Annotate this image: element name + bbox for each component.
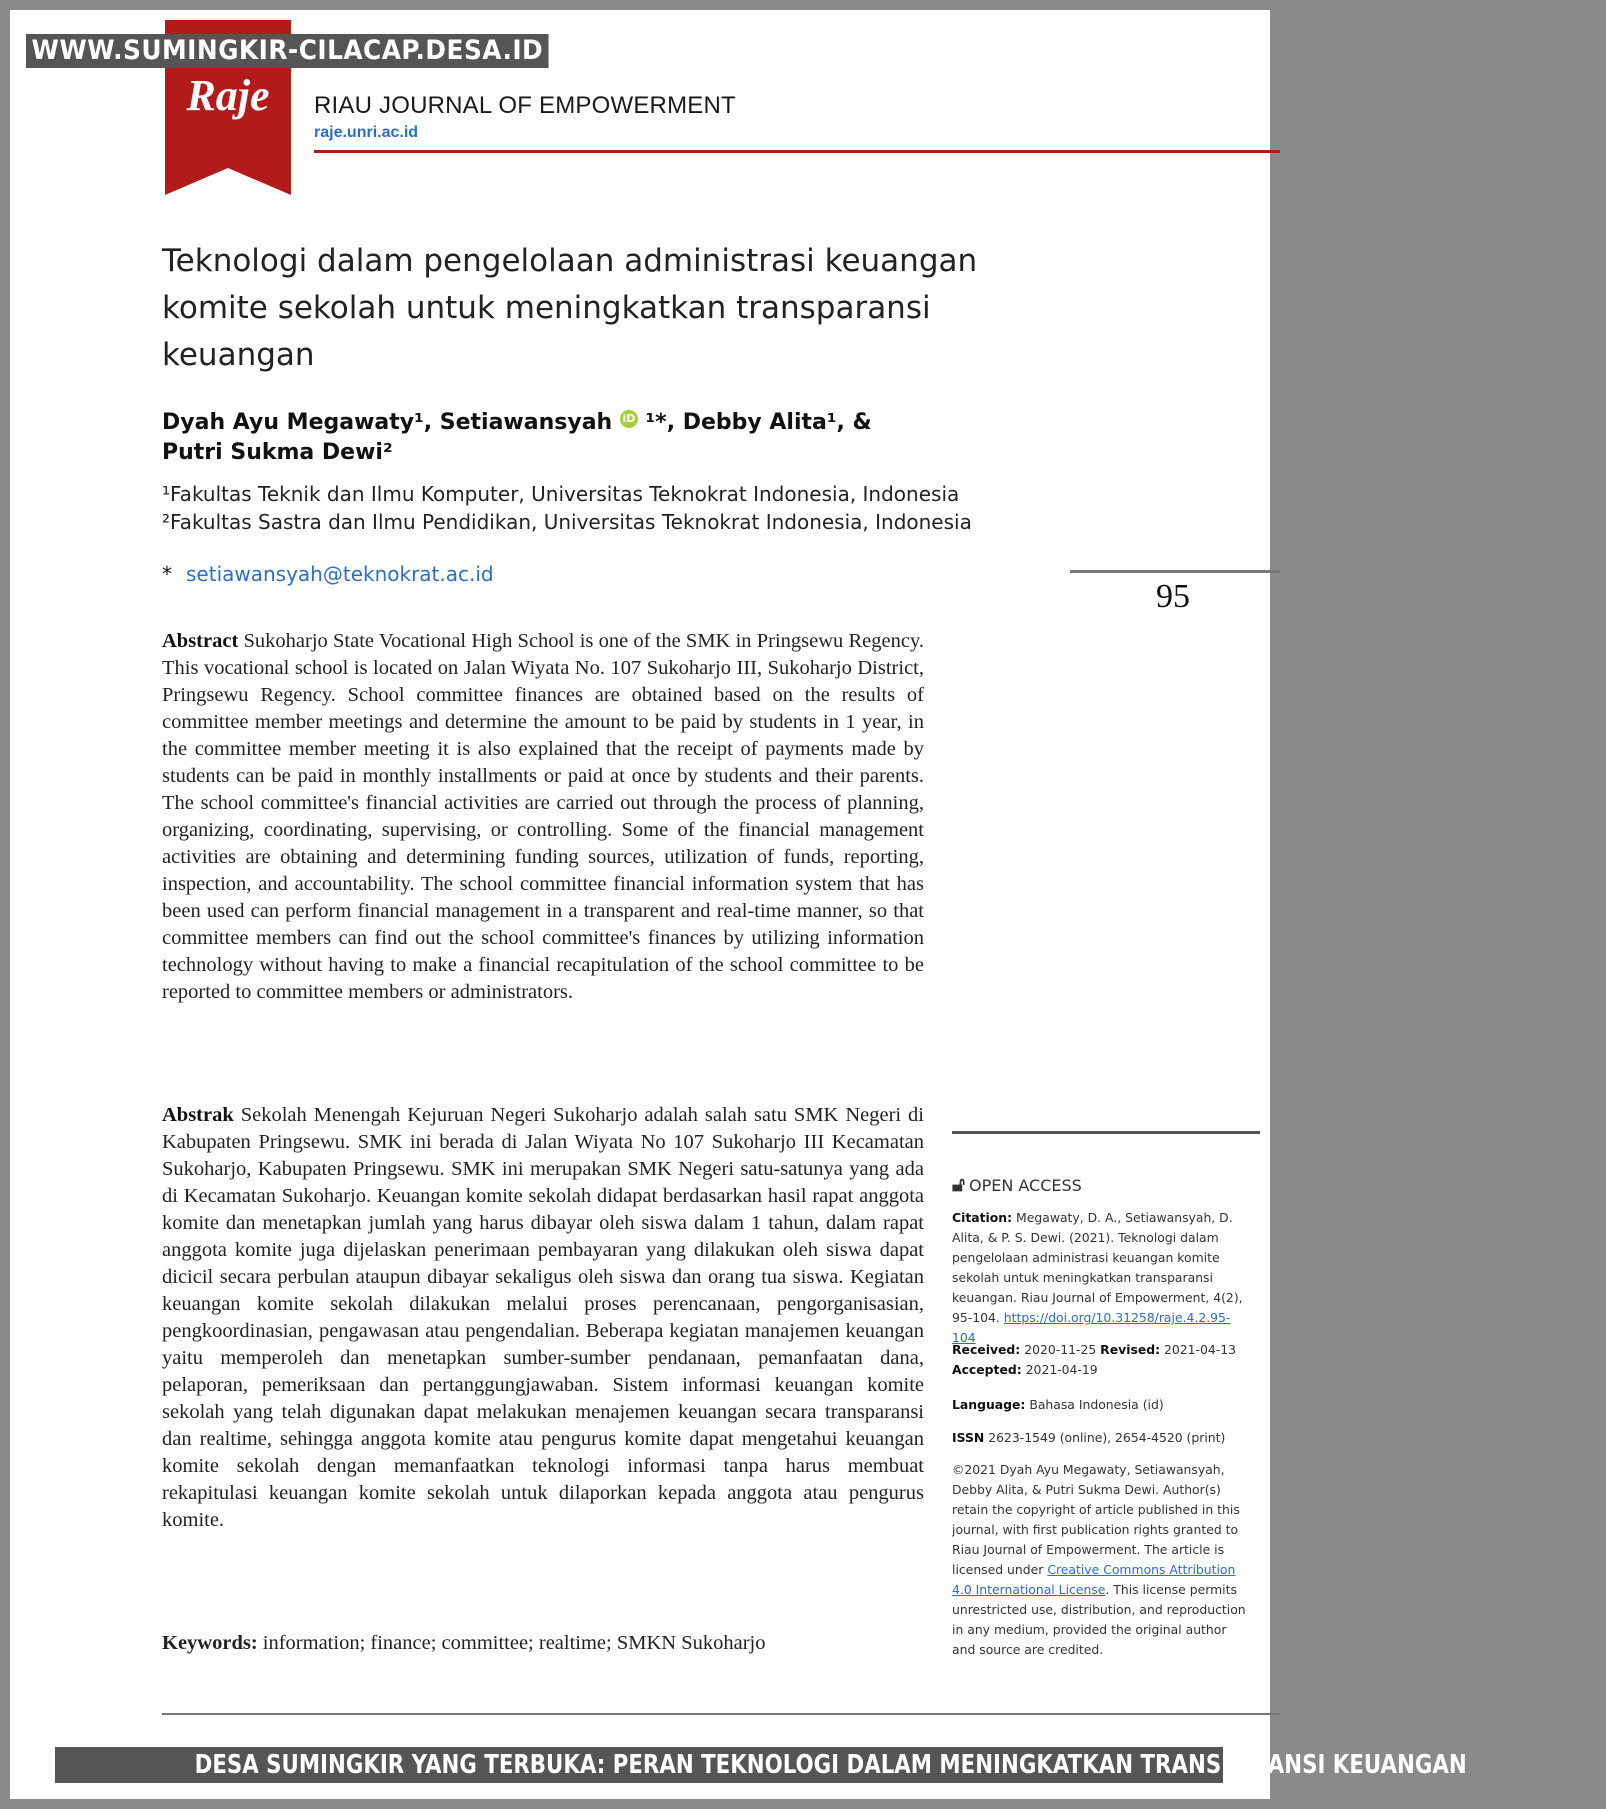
copyright-block	[952, 1460, 1252, 1660]
author-names: ¹*, Debby Alita¹, &	[637, 410, 872, 435]
license-tail: . This license permits unrestricted use, distribution, and reproduction in any medium, provided the original author and source are credited.	[952, 1582, 1246, 1657]
issn-value: 2623-1549 (online), 2654-4520 (print)	[988, 1430, 1226, 1445]
keywords-label: Keywords:	[162, 1632, 258, 1654]
abstrak-text: Sekolah Menengah Kejuruan Negeri Sukoharjo adalah salah satu SMK Negeri di Kabupaten Pringsewu. SMK ini berada di Jalan Wiyata No 107 Sukoharjo III Kecamatan Sukoharjo, Kabupaten Pringsewu. SMK ini merupakan SMK Negeri satu-satunya yang ada di Kecamatan Sukoharjo. Keuangan komite sekolah didapat berdasarkan hasil rapat anggota komite dan menetapkan jumlah yang harus dibayar oleh siswa dalam 1 tahun, dalam rapat anggota komite juga dijelaskan penerimaan pembayaran yang dilakukan oleh siswa dapat dicicil secara perbulan ataupun dibayar sekaligus oleh siswa dan orang tua siswa. Kegiatan keuangan komite sekolah dilakukan melalui proses perencanaan, pengorganisasian, pengkoordinasian, pengawasan atau pengendalian. Beberapa kegiatan manajemen keuangan yaitu memperoleh dan menetapkan sumber-sumber pendanaan, pemanfaatan dana, pelaporan, pemeriksaan dan pertanggungjawaban. Sistem informasi keuangan komite sekolah yang telah digunakan dapat melakukan menajemen keuangan secara transparansi dan realtime, sehingga anggota komite atau pengurus komite dapat mengetahui keuangan komite sekolah dengan memanfaatkan teknologi informasi tanpa harus membuat rekapitulasi keuangan komite sekolah untuk dilaporkan kepada anggota atau pengurus komite.	[162, 1104, 925, 1531]
header-rule	[314, 150, 1280, 153]
abstract-label: Abstract	[162, 630, 239, 652]
author-line: Putri Sukma Dewi²	[162, 440, 393, 465]
open-access-text: OPEN ACCESS	[968, 1176, 1082, 1195]
received-date: 2020-11-25	[1024, 1342, 1097, 1357]
license-link[interactable]: Creative Commons Attribution 4.0 International License	[952, 1562, 1236, 1597]
footer-rule	[162, 1713, 1280, 1715]
caption-text: DESA SUMINGKIR YANG TERBUKA: PERAN TEKNOLOGI DALAM MENINGKATKAN TRANSPARANSI KEUANGAN	[194, 1750, 1467, 1780]
abstract-english	[162, 628, 924, 1006]
author-line	[162, 408, 962, 438]
title-line: Teknologi dalam pengelolaan administrasi keuangan	[162, 243, 978, 279]
abstract-text: Sukoharjo State Vocational High School is one of the SMK in Pringsewu Regency. This vocational school is located on Jalan Wiyata No. 107 Sukoharjo III, Sukoharjo District, Pringsewu Regency. School committee finances are obtained based on the results of committee member meetings and determine the amount to be paid by students in 1 year, in the committee member meeting it is also explained that the receipt of payments made by students can be paid in monthly installments or paid at once by students and their parents. The school committee's financial activities are carried out through the process of planning, organizing, coordinating, supervising, or controlling. Some of the financial management activities are obtaining and determining funding sources, utilization of funds, reporting, inspection, and accountability. The school committee financial information system that has been used can perform financial management in a transparent and real-time manner, so that committee members can find out the school committee's finances by utilizing information technology without having to make a financial recapitulation of the school committee to be reported to committee members or administrators.	[162, 630, 924, 1003]
dates-block	[952, 1340, 1252, 1380]
keywords	[162, 1632, 962, 1655]
citation-text: Megawaty, D. A., Setiawansyah, D. Alita, & P. S. Dewi. (2021). Teknologi dalam pengelolaan administrasi keuangan komite sekolah untuk meningkatkan transparansi keuangan. Riau Journal of Empowerment, 4(2), 95-104.	[952, 1210, 1243, 1325]
orcid-icon[interactable]: iD	[620, 410, 638, 428]
author-list	[162, 408, 962, 468]
page-number-rule	[1070, 570, 1280, 573]
affiliation-1: ¹Fakultas Teknik dan Ilmu Komputer, Universitas Teknokrat Indonesia, Indonesia	[162, 482, 960, 506]
issn-label: ISSN	[952, 1430, 985, 1445]
caption-banner	[55, 1747, 1467, 1783]
keywords-text: information; finance; committee; realtime; SMKN Sukoharjo	[262, 1632, 766, 1654]
accepted-line	[952, 1360, 1252, 1380]
citation-block	[952, 1208, 1252, 1348]
abstract-indonesian	[162, 1102, 924, 1534]
website-watermark: WWW.SUMINGKIR-CILACAP.DESA.ID	[26, 34, 549, 68]
issn-line	[952, 1428, 1252, 1448]
accepted-label: Accepted:	[952, 1362, 1022, 1377]
doi-link[interactable]: https://doi.org/10.31258/raje.4.2.95-104	[952, 1310, 1231, 1345]
journal-url[interactable]: raje.unri.ac.id	[314, 124, 419, 141]
journal-name: RIAU JOURNAL OF EMPOWERMENT	[314, 92, 736, 119]
lock-open-icon: 🔓︎	[952, 1172, 965, 1196]
article-title	[162, 238, 982, 379]
title-line: keuangan	[162, 337, 315, 373]
abstrak-label: Abstrak	[162, 1104, 234, 1126]
title-line: komite sekolah untuk meningkatkan transparansi	[162, 290, 931, 326]
corresponding-email	[162, 562, 494, 586]
author-names: Dyah Ayu Megawaty¹, Setiawansyah	[162, 410, 613, 435]
language-line	[952, 1395, 1252, 1415]
sidebar-rule	[952, 1131, 1260, 1134]
page-number: 95	[1156, 578, 1190, 615]
open-access-label	[952, 1172, 1082, 1196]
journal-logo-text: Raje	[186, 71, 270, 120]
revised-label: Revised:	[1100, 1342, 1161, 1357]
received-label: Received:	[952, 1342, 1021, 1357]
affiliation-2: ²Fakultas Sastra dan Ilmu Pendidikan, Universitas Teknokrat Indonesia, Indonesia	[162, 510, 972, 534]
email-link[interactable]: setiawansyah@teknokrat.ac.id	[186, 562, 494, 586]
article-page	[10, 10, 1270, 1799]
citation-label: Citation:	[952, 1210, 1013, 1225]
revised-date: 2021-04-13	[1164, 1342, 1237, 1357]
received-revised-line	[952, 1340, 1252, 1360]
language-label: Language:	[952, 1397, 1026, 1412]
accepted-date: 2021-04-19	[1025, 1362, 1098, 1377]
language-value: Bahasa Indonesia (id)	[1029, 1397, 1164, 1412]
corresponding-marker: *	[162, 562, 172, 586]
copyright-text: ©2021 Dyah Ayu Megawaty, Setiawansyah, Debby Alita, & Putri Sukma Dewi. Author(s) retain the copyright of article published in this journal, with first publication rights granted to Riau Journal of Empowerment. The article is licensed under	[952, 1462, 1240, 1577]
